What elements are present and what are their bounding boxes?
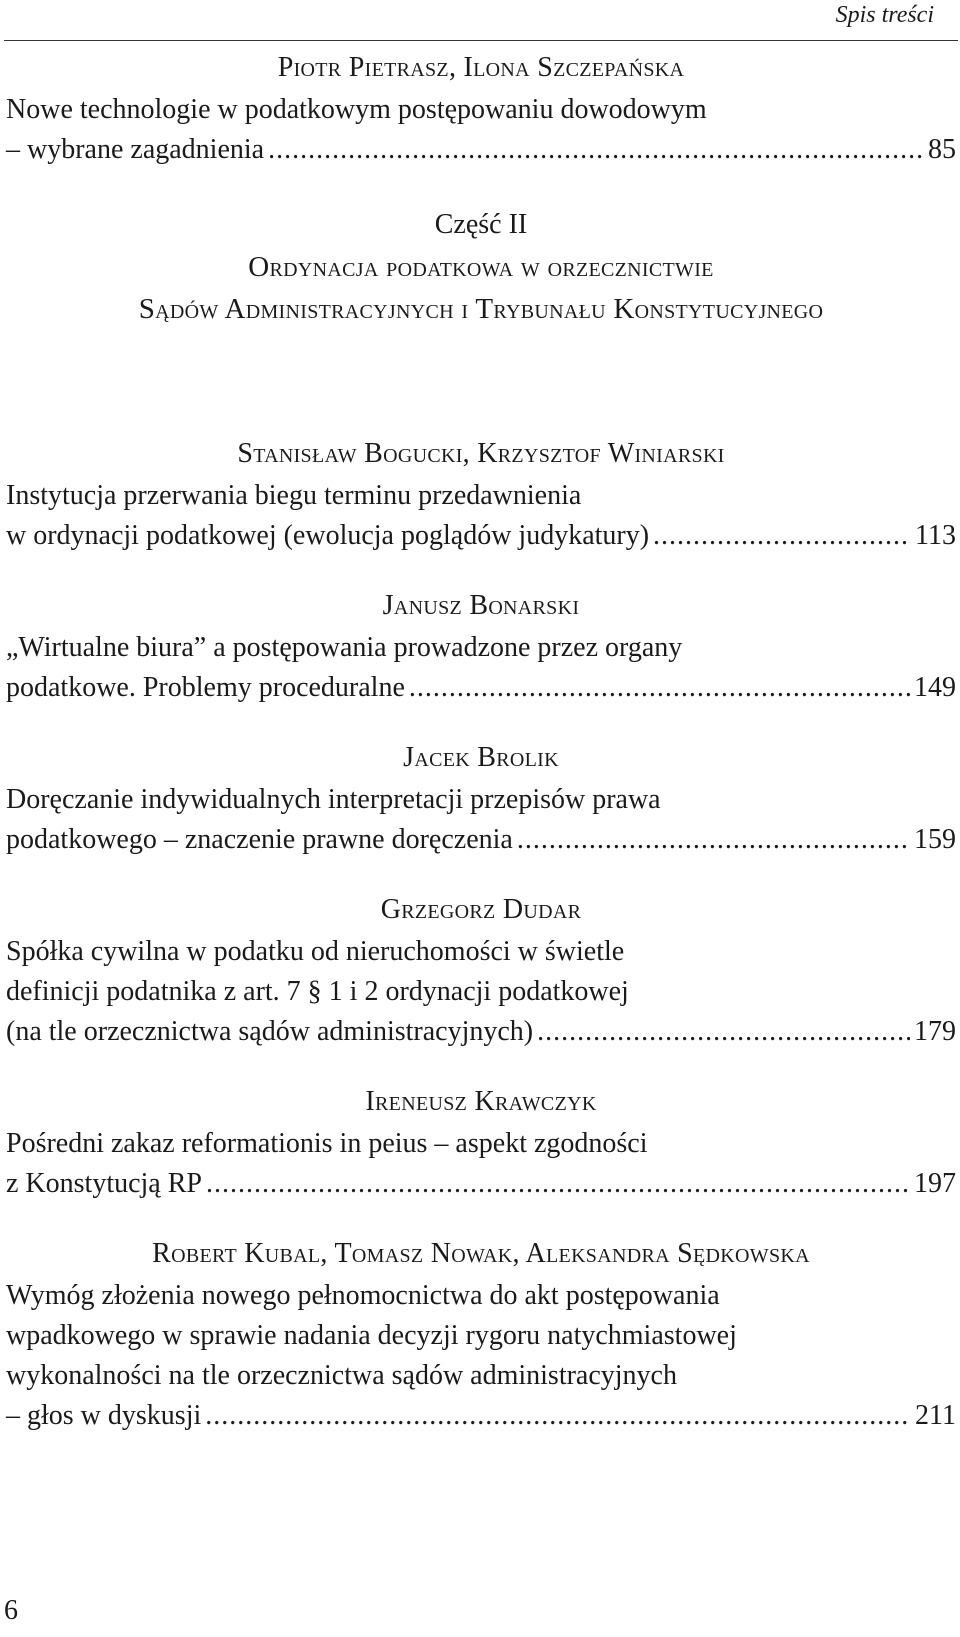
entry-page-number: 197 [914,1168,956,1199]
dot-leader [537,1012,910,1052]
entry-title-end: podatkowego – znaczenie prawne doręczenia [6,824,513,855]
dot-leader [206,1164,910,1204]
running-head: Spis treści [835,2,934,28]
entry-author: Robert Kubal, Tomasz Nowak, Aleksandra Sędkowska [152,1238,810,1269]
entry-title-line: definicji podatnika z art. 7 § 1 i 2 ordynacji podatkowej [6,976,629,1007]
part-title-line: Ordynacja podatkowa w orzecznictwie [248,251,714,283]
toc-entry [6,438,956,556]
toc-entry [6,590,956,708]
toc-entry [6,1238,956,1436]
entry-title-last-line [6,130,956,170]
toc-entry [6,742,956,860]
entry-author: Jacek Brolik [403,742,559,773]
header-rule [4,40,958,41]
toc-entry [6,52,956,170]
entry-title-line: „Wirtualne biura” a postępowania prowadzone przez organy [6,632,683,663]
entry-title-end: – głos w dyskusji [6,1400,202,1431]
part-label: Część II [434,209,528,240]
entry-page-number: 159 [914,824,956,855]
entry-title-last-line [6,1396,956,1436]
dot-leader [409,668,910,708]
entry-title-last-line [6,820,956,860]
entry-author: Piotr Pietrasz, Ilona Szczepańska [277,52,685,83]
entry-page-number: 113 [915,520,956,551]
entry-title-line: wpadkowego w sprawie nadania decyzji rygoru natychmiastowej [6,1320,737,1351]
entry-page-number: 211 [915,1400,956,1431]
entry-title-last-line [6,516,956,556]
entry-author: Stanisław Bogucki, Krzysztof Winiarski [237,438,725,469]
dot-leader [268,130,924,170]
entry-title-line: Pośredni zakaz reformationis in peius – aspekt zgodności [6,1128,648,1159]
entry-title-line: Spółka cywilna w podatku od nieruchomości w świetle [6,936,625,967]
dot-leader [517,820,910,860]
entry-title-line: Nowe technologie w podatkowym postępowaniu dowodowym [6,94,707,125]
entry-title-end: w ordynacji podatkowej (ewolucja poglądów judykatury) [6,520,650,551]
entry-page-number: 179 [914,1016,956,1047]
table-of-contents [6,52,956,1470]
entry-title-last-line [6,1012,956,1052]
page-number: 6 [4,1595,18,1626]
entry-title-line: Wymóg złożenia nowego pełnomocnictwa do akt postępowania [6,1280,720,1311]
entry-title-end: (na tle orzecznictwa sądów administracyjnych) [6,1016,534,1047]
entry-title-end: z Konstytucją RP [6,1168,202,1199]
entry-title-line: Instytucja przerwania biegu terminu przedawnienia [6,480,582,511]
dot-leader [653,516,911,556]
entry-title-line: wykonalności na tle orzecznictwa sądów administracyjnych [6,1360,677,1391]
toc-entry [6,1086,956,1204]
entry-title-line: Doręczanie indywidualnych interpretacji przepisów prawa [6,784,661,815]
entry-title-end: – wybrane zagadnienia [6,134,265,165]
part-heading [6,204,956,330]
entry-page-number: 85 [928,134,956,165]
entry-page-number: 149 [914,672,956,703]
entry-author: Janusz Bonarski [382,590,580,621]
entry-author: Ireneusz Krawczyk [365,1086,597,1117]
dot-leader [205,1396,911,1436]
entry-title-last-line [6,668,956,708]
entry-title-last-line [6,1164,956,1204]
part-title-line: Sądów Administracyjnych i Trybunału Konstytucyjnego [138,293,824,325]
entry-title-end: podatkowe. Problemy proceduralne [6,672,405,703]
toc-entry [6,894,956,1052]
entry-author: Grzegorz Dudar [380,894,582,925]
